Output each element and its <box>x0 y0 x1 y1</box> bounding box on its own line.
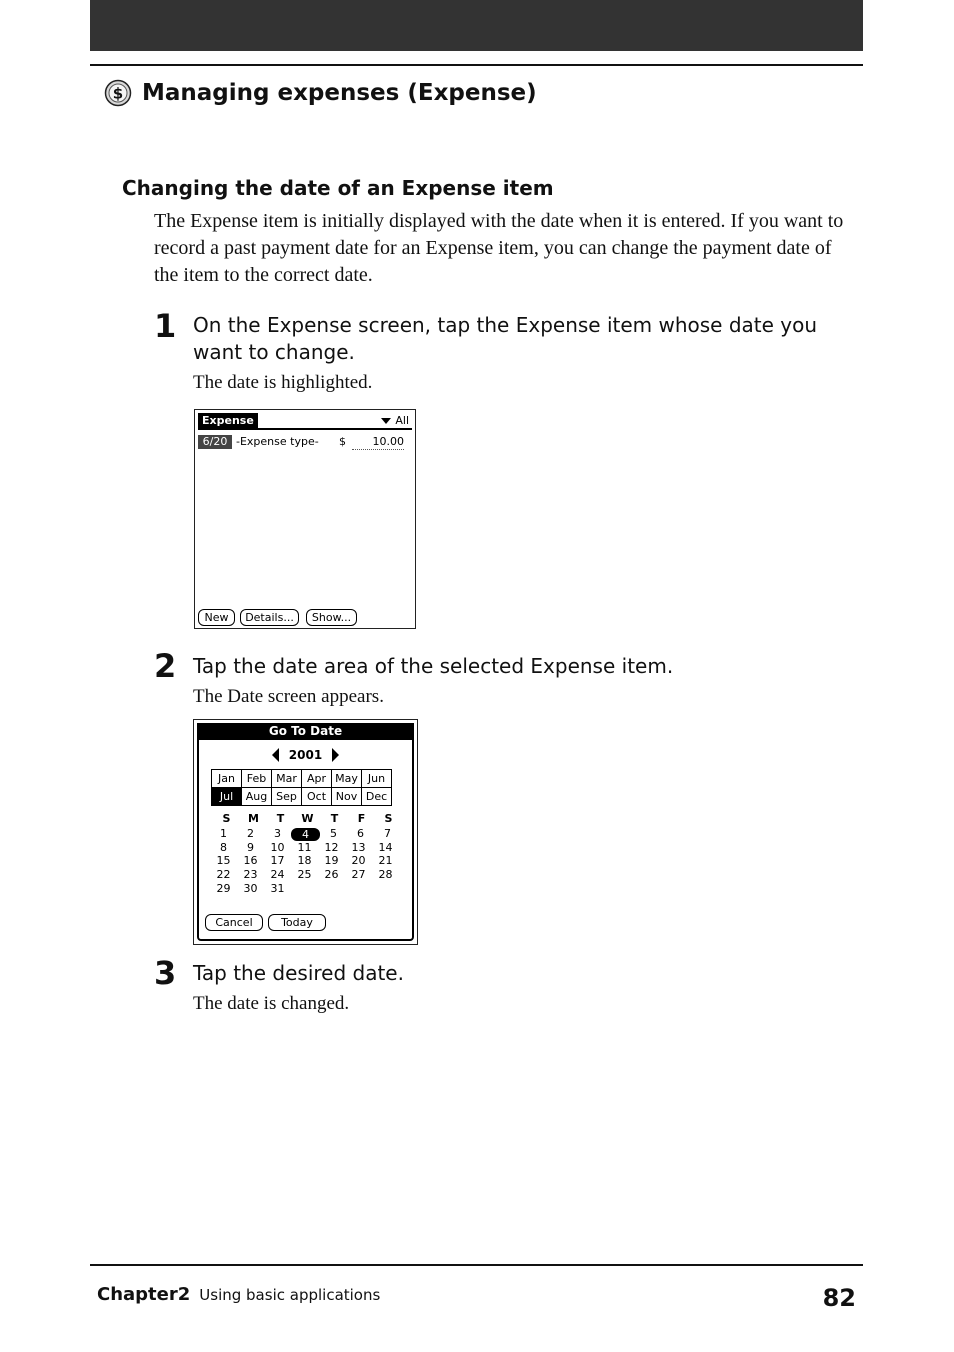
day-cell[interactable]: 22 <box>216 868 231 882</box>
day-cell[interactable]: 19 <box>324 854 339 868</box>
day-grid <box>210 827 401 895</box>
weekday-label: M <box>248 812 259 825</box>
day-cell[interactable]: 16 <box>243 854 258 868</box>
week-row <box>210 868 401 882</box>
day-cell[interactable]: 6 <box>357 827 364 840</box>
month-cell[interactable]: Mar <box>272 770 302 788</box>
weekday-label: T <box>276 812 285 825</box>
expense-item-type[interactable]: -Expense type- <box>236 435 319 448</box>
chapter-label: Chapter2 <box>97 1284 191 1305</box>
month-cell-selected[interactable]: Jul <box>212 788 242 806</box>
previous-year-arrow-icon[interactable] <box>272 748 279 762</box>
expense-screen <box>194 409 416 629</box>
step-2-note: The Date screen appears. <box>193 686 384 707</box>
step-2-text: Tap the date area of the selected Expense item. <box>193 654 674 678</box>
day-cell[interactable]: 25 <box>297 868 312 882</box>
day-cell[interactable]: 29 <box>216 881 231 895</box>
day-cell[interactable]: 5 <box>330 827 337 840</box>
year-selector <box>194 747 417 763</box>
week-row <box>210 854 401 868</box>
weekday-label: S <box>222 812 231 825</box>
footer-rule <box>90 1264 863 1266</box>
dialog-title: Go To Date <box>197 723 414 740</box>
day-cell[interactable]: 3 <box>274 827 281 840</box>
weekday-header <box>213 812 402 825</box>
expense-title: Expense <box>198 413 258 428</box>
step-1-text: On the Expense screen, tap the Expense item whose date you want to change. <box>193 313 818 364</box>
month-cell[interactable]: Oct <box>302 788 332 806</box>
day-cell[interactable]: 12 <box>324 840 339 854</box>
chapter-title: Using basic applications <box>199 1286 381 1304</box>
new-button[interactable]: New <box>198 609 235 626</box>
day-cell-today[interactable]: 4 <box>291 828 320 841</box>
footer-chapter <box>97 1284 380 1305</box>
expense-item-row[interactable] <box>198 435 412 449</box>
step-3-note: The date is changed. <box>193 993 350 1014</box>
month-cell[interactable]: Aug <box>242 788 272 806</box>
category-picker[interactable] <box>381 413 409 428</box>
day-cell[interactable]: 23 <box>243 868 258 882</box>
section-title-text: Managing expenses (Expense) <box>142 80 537 106</box>
step-1-note: The date is highlighted. <box>193 372 373 393</box>
step-3-number: 3 <box>154 954 177 992</box>
week-row <box>210 827 401 841</box>
expense-dollar-icon <box>104 79 132 107</box>
month-cell[interactable]: Apr <box>302 770 332 788</box>
day-cell[interactable]: 11 <box>297 840 312 854</box>
category-label: All <box>395 414 409 427</box>
day-cell[interactable]: 15 <box>216 854 231 868</box>
cancel-button[interactable]: Cancel <box>205 914 263 931</box>
month-cell[interactable]: Jun <box>362 770 392 788</box>
week-row <box>210 882 401 896</box>
expense-item-amount[interactable]: 10.00 <box>352 435 404 450</box>
page-number: 82 <box>822 1284 856 1312</box>
day-cell[interactable]: 20 <box>351 854 366 868</box>
weekday-label: F <box>357 812 366 825</box>
header-bar <box>90 0 863 51</box>
week-row <box>210 841 401 855</box>
title-underline <box>198 428 412 430</box>
weekday-label: T <box>330 812 339 825</box>
month-cell[interactable]: May <box>332 770 362 788</box>
day-cell[interactable]: 1 <box>220 827 227 840</box>
month-cell[interactable]: Nov <box>332 788 362 806</box>
month-cell[interactable]: Dec <box>362 788 392 806</box>
day-cell[interactable]: 18 <box>297 854 312 868</box>
svg-text:$: $ <box>112 84 124 103</box>
dropdown-triangle-icon <box>381 418 391 424</box>
day-cell <box>372 882 399 896</box>
section-title <box>104 76 537 110</box>
expense-item-currency: $ <box>339 435 346 448</box>
next-year-arrow-icon[interactable] <box>332 748 339 762</box>
day-cell[interactable]: 21 <box>378 854 393 868</box>
day-cell[interactable]: 9 <box>247 840 254 854</box>
header-rule <box>90 64 863 66</box>
step-2-number: 2 <box>154 647 177 685</box>
expense-item-date[interactable]: 6/20 <box>198 435 232 449</box>
day-cell[interactable]: 7 <box>384 827 391 840</box>
day-cell <box>318 882 345 896</box>
month-grid <box>211 769 392 806</box>
year-label: 2001 <box>288 748 323 762</box>
day-cell[interactable]: 10 <box>270 840 285 854</box>
day-cell[interactable]: 31 <box>270 881 285 895</box>
month-cell[interactable]: Jan <box>212 770 242 788</box>
day-cell[interactable]: 26 <box>324 868 339 882</box>
show-button[interactable]: Show... <box>306 609 357 626</box>
weekday-label: W <box>301 812 314 825</box>
day-cell[interactable]: 28 <box>378 868 393 882</box>
weekday-label: S <box>384 812 393 825</box>
day-cell[interactable]: 8 <box>220 840 227 854</box>
day-cell[interactable]: 2 <box>247 827 254 840</box>
subsection-title: Changing the date of an Expense item <box>122 176 554 200</box>
intro-paragraph: The Expense item is initially displayed with the date when it is entered. If you want to record a past payment date for an Expense item, you can change the payment date of the item to the correct date. <box>154 210 844 286</box>
details-button[interactable]: Details... <box>240 609 299 626</box>
day-cell[interactable]: 17 <box>270 854 285 868</box>
month-cell[interactable]: Sep <box>272 788 302 806</box>
day-cell[interactable]: 13 <box>351 840 366 854</box>
step-3-text: Tap the desired date. <box>193 961 404 985</box>
day-cell[interactable]: 27 <box>351 868 366 882</box>
day-cell[interactable]: 30 <box>243 881 258 895</box>
step-1-number: 1 <box>154 307 177 345</box>
day-cell <box>291 882 318 896</box>
day-cell[interactable]: 14 <box>378 840 393 854</box>
today-button[interactable]: Today <box>268 914 326 931</box>
go-to-date-screen <box>193 719 418 945</box>
day-cell <box>345 882 372 896</box>
day-cell[interactable]: 24 <box>270 868 285 882</box>
month-cell[interactable]: Feb <box>242 770 272 788</box>
